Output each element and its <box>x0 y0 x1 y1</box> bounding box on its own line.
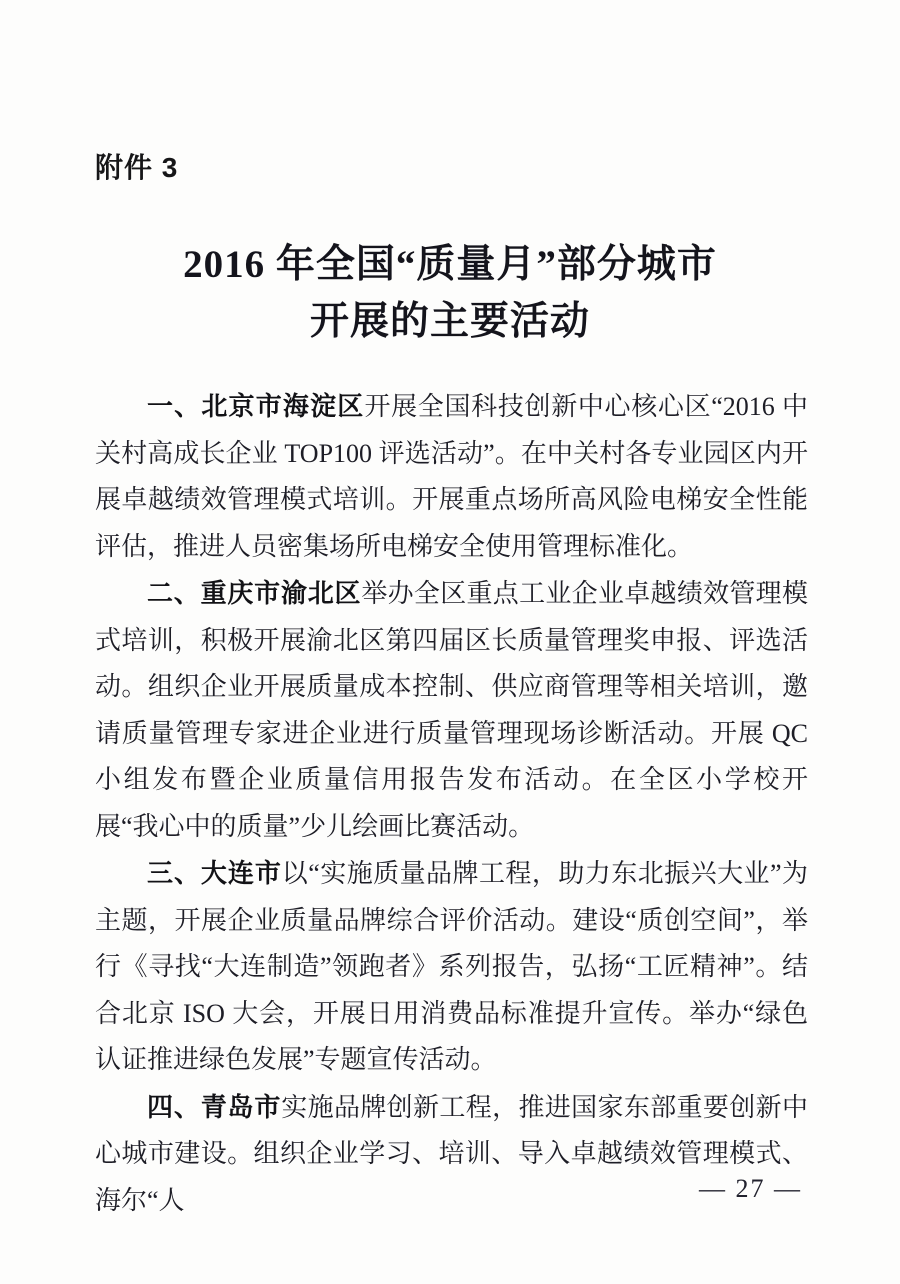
paragraph-text: 开展全国科技创新中心核心区“2016 中关村高成长企业 TOP100 评选活动”。在中关村各专业园区内开展卓越绩效管理模式培训。开展重点场所高风险电梯安全性能评估，推进人员密集场所电梯安全使用管理标准化。 <box>95 392 808 561</box>
paragraph-text: 实施品牌创新工程，推进国家东部重要创新中心城市建设。组织企业学习、培训、导入卓越绩效管理模式、海尔“人 <box>95 1092 808 1215</box>
paragraph-chongqing-yubei <box>95 570 808 850</box>
paragraph-text: 以“实施质量品牌工程，助力东北振兴大业”为主题，开展企业质量品牌综合评价活动。建设“质创空间”，举行《寻找“大连制造”领跑者》系列报告，弘扬“工匠精神”。结合北京 ISO 大会，开展日用消费品标准提升宣传。举办“绿色认证推进绿色发展”专题宣传活动。 <box>95 859 808 1074</box>
title-line-1: 2016 年全国“质量月”部分城市 <box>183 243 717 286</box>
attachment-label: 附件 3 <box>95 152 179 183</box>
paragraph-dalian <box>95 850 808 1084</box>
document-body <box>95 383 808 1224</box>
title-line-2: 开展的主要活动 <box>309 300 590 343</box>
paragraph-lead: 二、重庆市渝北区 <box>147 578 362 608</box>
page-number: — 27 — <box>699 1174 802 1203</box>
paragraph-beijing-haidian <box>95 383 808 570</box>
paragraph-lead: 一、北京市海淀区 <box>147 391 365 421</box>
paragraph-lead: 三、大连市 <box>147 858 282 888</box>
paragraph-text: 举办全区重点工业企业卓越绩效管理模式培训，积极开展渝北区第四届区长质量管理奖申报、评选活动。组织企业开展质量成本控制、供应商管理等相关培训，邀请质量管理专家进企业进行质量管理现场诊断活动。开展 QC 小组发布暨企业质量信用报告发布活动。在全区小学校开展“我心中的质量”少儿绘画比赛活动。 <box>95 579 808 841</box>
paragraph-lead: 四、青岛市 <box>147 1091 282 1122</box>
document-title <box>0 236 900 350</box>
